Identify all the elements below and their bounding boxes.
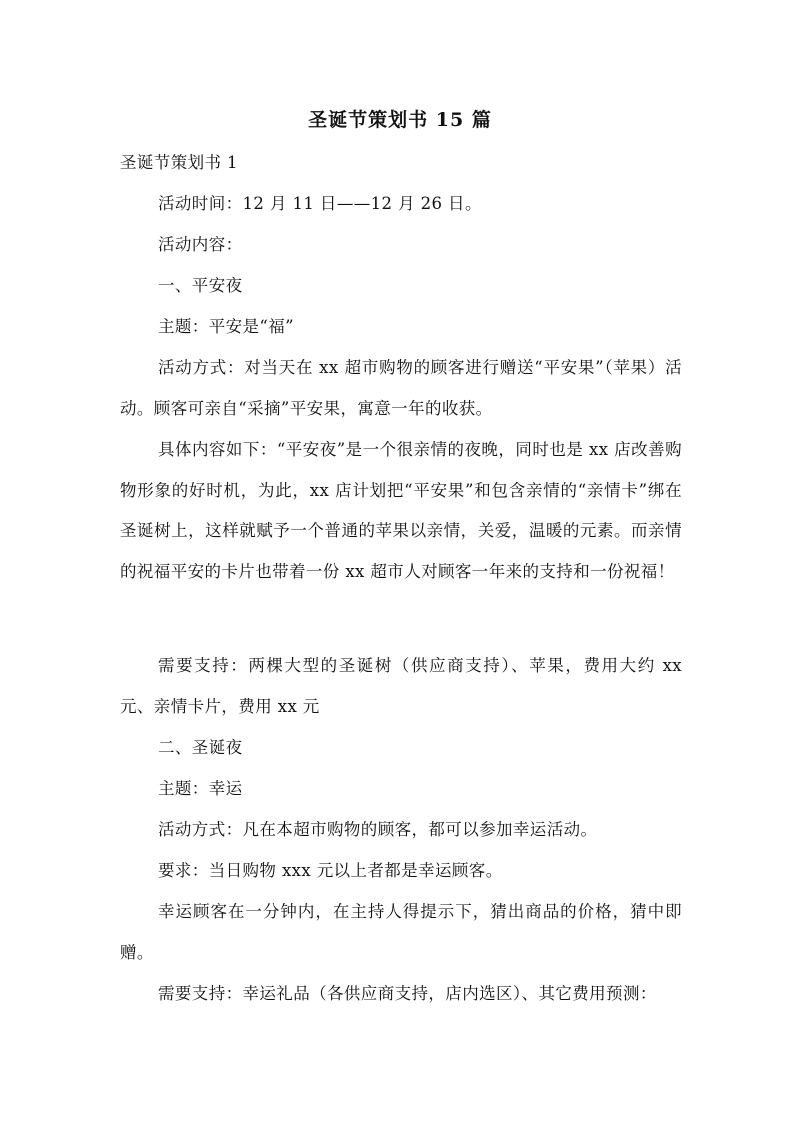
section-heading: 圣诞节策划书 1 xyxy=(120,153,238,172)
paragraph-activity-method-2: 活动方式：凡在本超市购物的顾客，都可以参加幸运活动。 xyxy=(158,820,598,839)
paragraph-details: 具体内容如下：“平安夜”是一个很亲情的夜晚，同时也是 xx 店改善购物形象的好时机，为此，xx 店计划把“平安果”和包含亲情的“亲情卡”绑在圣诞树上，这样就赋予一个普通的苹果以亲情，关爱，温暖的元素。而亲情的祝福平安的卡片也带着一份 xx 超市人对顾客一年来的支持和一份祝福！ xyxy=(120,440,682,581)
paragraph-theme-peace: 主题：平安是“福” xyxy=(158,317,294,336)
paragraph-requirement: 要求：当日购物 xxx 元以上者都是幸运顾客。 xyxy=(158,861,503,880)
paragraph-lucky-customer-rule: 幸运顾客在一分钟内，在主持人得提示下，猜出商品的价格，猜中即赠。 xyxy=(120,902,682,962)
paragraph-support-needed-1: 需要支持：两棵大型的圣诞树（供应商支持）、苹果，费用大约 xx 元、亲情卡片，费用 xx 元 xyxy=(120,656,682,716)
paragraph-christmas-night-heading: 二、圣诞夜 xyxy=(158,738,243,757)
paragraph-activity-time: 活动时间：12 月 11 日——12 月 26 日。 xyxy=(158,194,482,213)
paragraph-support-needed-2: 需要支持：幸运礼品（各供应商支持，店内选区）、其它费用预测： xyxy=(158,984,657,1003)
paragraph-theme-luck: 主题：幸运 xyxy=(158,779,243,798)
paragraph-activity-method-1: 活动方式：对当天在 xx 超市购物的顾客进行赠送“平安果”（苹果）活动。顾客可亲自“采摘”平安果，寓意一年的收获。 xyxy=(120,358,682,418)
paragraph-activity-content: 活动内容： xyxy=(158,235,243,254)
paragraph-christmas-eve-heading: 一、平安夜 xyxy=(158,276,243,295)
document-title: 圣诞节策划书 15 篇 xyxy=(308,109,492,131)
